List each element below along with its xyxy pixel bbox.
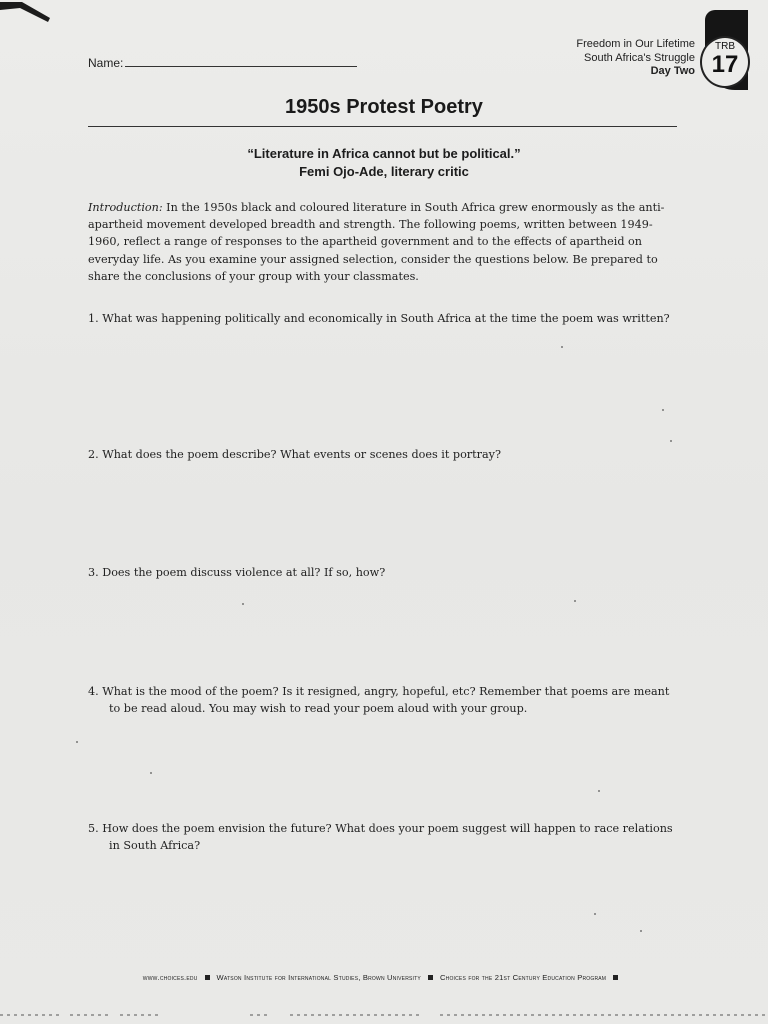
epigraph bbox=[0, 145, 768, 181]
footer-website: www.choices.edu bbox=[142, 973, 198, 982]
scan-speck bbox=[640, 930, 642, 932]
introduction-paragraph bbox=[88, 199, 674, 285]
badge-number: 17 bbox=[711, 51, 739, 78]
scan-speck bbox=[670, 440, 672, 442]
question-1: 1. What was happening politically and economically in South Africa at the time the poem was written? bbox=[88, 312, 670, 325]
page-title: 1950s Protest Poetry bbox=[285, 96, 483, 118]
footer-square-icon bbox=[205, 975, 210, 980]
question-2: 2. What does the poem describe? What events or scenes does it portray? bbox=[88, 448, 501, 461]
scan-speck bbox=[598, 790, 600, 792]
question-3: 3. Does the poem discuss violence at all? If so, how? bbox=[88, 566, 386, 579]
scan-speck bbox=[561, 346, 563, 348]
epigraph-author: Femi Ojo-Ade, literary critic bbox=[299, 164, 469, 179]
scan-speck bbox=[662, 409, 664, 411]
scan-speck bbox=[594, 913, 596, 915]
scan-speck bbox=[242, 603, 244, 605]
unit-header bbox=[576, 38, 695, 79]
day-label: Day Two bbox=[650, 65, 695, 77]
footer-program: Choices for the 21st Century Education Program bbox=[439, 973, 607, 982]
name-blank-line[interactable] bbox=[125, 57, 357, 67]
page-footer bbox=[0, 973, 768, 982]
scan-speck bbox=[150, 772, 152, 774]
introduction-text: In the 1950s black and coloured literature in South Africa grew enormously as the anti-apartheid movement developed breadth and strength. The following poems, written between 1949-1960, reflect a range of responses to the apartheid government and to the effects of apartheid on everyday life. As you examine your assigned selection, consider the questions below. Be prepared to share the conclusions of your group with your classmates. bbox=[88, 201, 665, 283]
epigraph-quote: “Literature in Africa cannot but be political.” bbox=[247, 146, 521, 161]
footer-square-icon bbox=[428, 975, 433, 980]
name-field[interactable] bbox=[88, 56, 357, 70]
footer-square-icon bbox=[613, 975, 618, 980]
introduction-lead: Introduction: bbox=[88, 201, 163, 214]
question-4: 4. What is the mood of the poem? Is it resigned, angry, hopeful, etc? Remember that poems are meant to be read aloud. You may wish to read your poem aloud with your group. bbox=[88, 685, 670, 716]
unit-title: South Africa's Struggle bbox=[584, 51, 695, 64]
scan-speck bbox=[76, 741, 78, 743]
footer-institute: Watson Institute for International Studies, Brown University bbox=[216, 973, 421, 982]
scan-speck bbox=[574, 600, 576, 602]
scan-edge-artifact bbox=[0, 1012, 768, 1018]
question-5: 5. How does the poem envision the future? What does your poem suggest will happen to race relations in South Africa? bbox=[88, 822, 673, 853]
title-divider bbox=[88, 126, 677, 127]
badge-label: TRB bbox=[715, 41, 735, 52]
name-label: Name: bbox=[88, 56, 124, 70]
trb-badge bbox=[700, 36, 750, 88]
staple-mark-icon bbox=[0, 0, 52, 26]
series-title: Freedom in Our Lifetime bbox=[576, 38, 695, 50]
